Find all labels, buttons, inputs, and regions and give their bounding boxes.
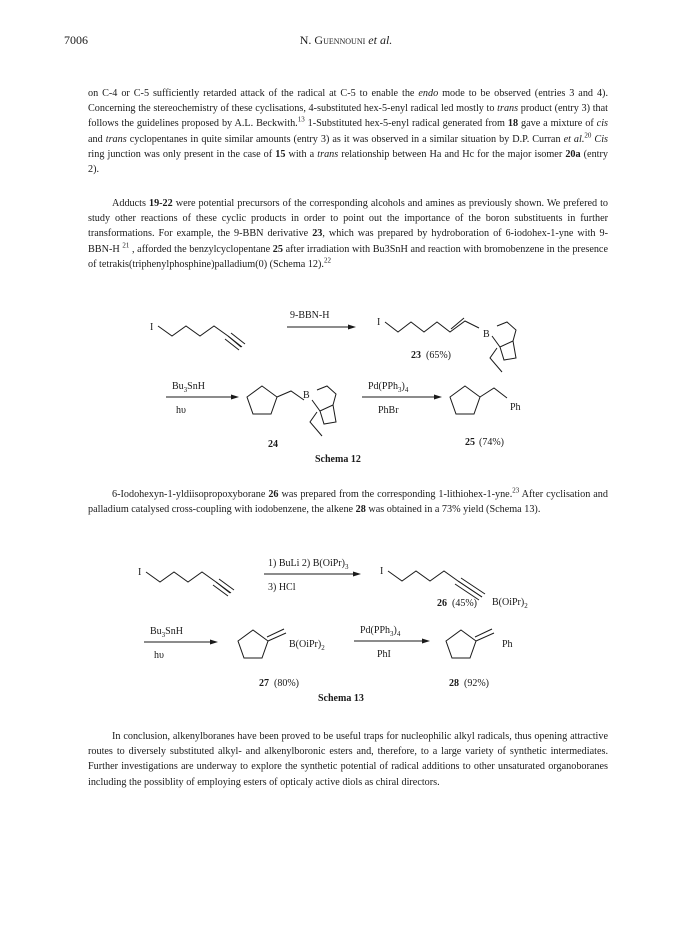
schema-12-caption: Schema 12 — [315, 454, 361, 465]
running-head — [0, 33, 692, 48]
reagent-9bbnh: 9-BBN-H — [290, 310, 330, 321]
arrowhead-1 — [348, 325, 356, 330]
bbn-ring-23 — [492, 322, 516, 347]
paragraph-adducts: Adducts 19-22 were potential precursors of the corresponding alcohols and amines as previously shown. We prefered to study other reactions of these cyclic products in order to point out the importance of the boron substituents in further transformations. For example, the 9-BBN derivative 23, which was prepared by hydroboration of 6-iodohex-1-yne with 9-BBN-H $^{21}$ , afforded the benzylcyclopentane 25 after irradiation with Bu3SnH and reaction with bromobenzene in the presence of tetrakis(triphenylphosphine)palladium(0) (Schema 12).$^{22}$ — [88, 198, 608, 270]
reagent-bu3snh: $Bu_3SnH$ — [172, 381, 205, 394]
triple-bond-3 — [225, 339, 239, 350]
benzyl-chain-25 — [480, 388, 507, 398]
schema-13 — [138, 558, 528, 704]
cyclopentane-27 — [238, 630, 268, 658]
yield-23: (65%) — [426, 350, 451, 361]
compound-24-label: 24 — [268, 439, 278, 450]
compound-26-label: 26 — [437, 598, 447, 609]
reagent-pd-pph3-4-13: $Pd(PPh_3)_4$ — [360, 625, 401, 638]
hexyne-chain-13 — [146, 572, 230, 593]
alkenyl-chain-23 — [385, 321, 479, 332]
bbn-bridge-24 — [320, 405, 336, 424]
cyclopentane-24 — [247, 386, 277, 414]
iodine-label-13: I — [138, 567, 142, 578]
cyclopentane-25 — [450, 386, 480, 414]
reagent-hv: hυ — [176, 405, 186, 416]
arrowhead-6 — [422, 639, 430, 644]
iodine-label-23: I — [377, 317, 381, 328]
triple-bond-1 — [228, 336, 242, 347]
schema-12 — [150, 310, 521, 465]
author-suffix: et al. — [365, 33, 393, 47]
alkene-double-bond — [451, 318, 464, 329]
yield-28: (92%) — [464, 678, 489, 689]
bbn-lower-24 — [310, 412, 322, 436]
triple-bond-26b — [461, 578, 485, 594]
paragraph-iodohexynyl-borane: 6-Iodohexyn-1-yldiisopropoxyborane 26 was prepared from the corresponding 1-lithiohex-1-yne.$^{23}$ After cyclisation and palladium catalysed cross-coupling with iodobenzene, the alkene 28 was obtained in a 73% yield (Schema 13). — [88, 486, 608, 516]
boron-label-23: B — [483, 329, 490, 340]
phenyl-label-25: Ph — [510, 402, 521, 413]
triple-bond-26a — [458, 581, 482, 597]
bbn-bridge-23 — [500, 341, 516, 360]
yield-27: (80%) — [274, 678, 299, 689]
triple-bond-26c — [455, 584, 479, 600]
reagent-phi: PhI — [377, 649, 391, 660]
schema-13-caption: Schema 13 — [318, 693, 364, 704]
boron-ester-26: $B(OiPr)_2$ — [492, 597, 528, 610]
reagent-phbr: PhBr — [378, 405, 399, 416]
reagent-bu3snh-13: $Bu_3SnH$ — [150, 626, 183, 639]
reagent-hv-13: hυ — [154, 650, 164, 661]
arrowhead-5 — [210, 640, 218, 645]
paragraph-conclusion: In conclusion, alkenylboranes have been proved to be useful traps for nucleophilic alkyl radicals, thus opening attractive routes to diversely substituted alkyl- and alkenylboronic esters and, therefore, to a large variety of synthetic intermediates. Further investigations are underway to explore the synthetic potential of radical additions to other unsaturated organoboranes including the possiblity of employing esters of opticaly active diols as chiral directors. — [88, 731, 608, 788]
reagent-pd-pph3-4: $Pd(PPh_3)_4$ — [368, 381, 409, 394]
hexyne-chain — [158, 326, 241, 347]
page-number: 7006 — [64, 33, 88, 47]
exocyclic-double-28 — [475, 629, 492, 637]
author-prefix: N. G — [299, 33, 324, 47]
reagent-hcl: 3) HCl — [268, 582, 296, 593]
cyclopentane-28 — [446, 630, 476, 658]
exocyclic-bond-28 — [476, 633, 494, 641]
methylene-24 — [277, 391, 304, 400]
reagent-buli-boipr3: 1) BuLi 2) $B(OiPr)_3$ — [268, 558, 349, 571]
bbn-ring-24 — [312, 386, 336, 411]
triple-bond-13c — [213, 585, 228, 596]
paragraph-cyclisation-stereochemistry: on C-4 or C-5 sufficiently retarded attack of the radical at C-5 to enable the endo mode to be observed (entries 3 and 4). Concerning the stereochemistry of these cyclisations, 4-substituted hex-5-enyl radical led mostly to trans product (entry 3) that follows the guidelines proposed by A.L. Beckwith.$^{13}$ 1-Substituted hex-5-enyl radical generated from 18 gave a mixture of cis and trans cyclopentanes in quite similar amounts (entry 3) as it was observed in a similar situation by D.P. Curran et al.$^{20}$ Cis ring junction was only present in the case of 15 with a trans relationship between Ha and Hc for the major isomer 20a (entry 2). — [88, 88, 609, 176]
compound-27-label: 27 — [259, 678, 269, 689]
hexyne-chain-26 — [388, 571, 482, 597]
triple-bond-13b — [219, 579, 234, 590]
triple-bond-13a — [216, 582, 231, 593]
bbn-lower-23 — [490, 348, 502, 372]
compound-23-label: 23 — [411, 350, 421, 361]
iodine-label-26: I — [380, 566, 384, 577]
arrowhead-2 — [231, 395, 239, 400]
boron-ester-27: $B(OiPr)_2$ — [289, 639, 325, 652]
phenyl-label-28: Ph — [502, 639, 513, 650]
yield-26: (45%) — [452, 598, 477, 609]
iodine-label: I — [150, 322, 154, 333]
yield-25: (74%) — [479, 437, 504, 448]
exocyclic-bond-27 — [268, 633, 286, 641]
arrowhead-3 — [434, 395, 442, 400]
compound-25-label: 25 — [465, 437, 475, 448]
boron-label-24: B — [303, 390, 310, 401]
author-smallcaps: uennouni — [323, 33, 366, 47]
triple-bond-2 — [231, 333, 245, 344]
compound-28-label: 28 — [449, 678, 459, 689]
arrowhead-4 — [353, 572, 361, 577]
exocyclic-double-27 — [267, 629, 284, 637]
